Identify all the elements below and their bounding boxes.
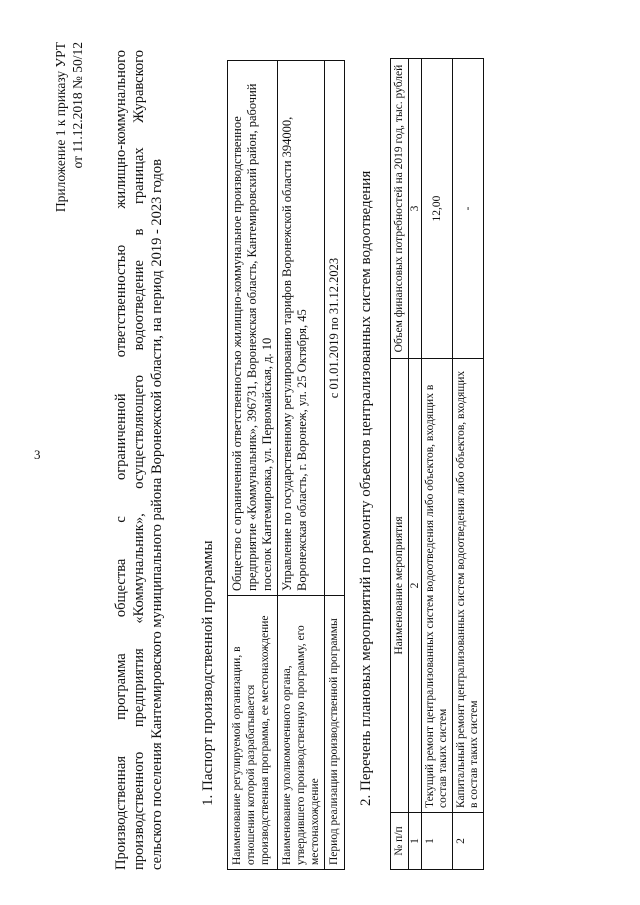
row-value: 12,00 (422, 59, 453, 359)
column-number: 3 (409, 59, 422, 359)
column-number: 1 (409, 813, 422, 870)
header-number: № п/п (391, 813, 409, 870)
rotated-page-content (50, 30, 640, 870)
passport-label: Наименование регулируемой организации, в отношении которой разрабатывается производственная программа, ее местонахождение (228, 596, 278, 870)
row-number: 2 (453, 813, 484, 870)
passport-value: Общество с ограниченной ответственностью жилищно-коммунальное производственное предприятие «Коммунальник», 396731, Воронежская область, Кантемировский район, рабочий поселок Кантемировка, ул. Первомайская, д. 10 (228, 61, 278, 596)
header-name: Наименование мероприятия (391, 359, 409, 813)
table-header-row (391, 59, 409, 870)
table-row (453, 59, 484, 870)
column-number: 2 (409, 359, 422, 813)
row-number: 1 (422, 813, 453, 870)
passport-value: Управление по государственному регулированию тарифов Воронежской области 394000, Воронежская область, г. Воронеж, ул. 25 Октября, 45 (278, 61, 325, 596)
header-volume: Объем финансовых потребностей на 2019 год, тыс. рублей (391, 59, 409, 359)
title-line-3: сельского поселения Кантемировского муниципального района Воронежской области, на период 2019 - 2023 годов (149, 159, 165, 870)
row-value: - (453, 59, 484, 359)
passport-label: Наименование уполномоченного органа, утвердившего производственную программу, его местонахождение (278, 596, 325, 870)
table-row (278, 61, 325, 870)
section-1-title: 1. Паспорт производственной программы (200, 540, 216, 806)
page-number: 3 (34, 447, 41, 462)
title-line-1: Производственная программа общества с ограниченной ответственностью жилищно-коммунального (113, 50, 129, 870)
row-name: Капитальный ремонт централизованных систем водоотведения либо объектов, входящих в состав таких систем (453, 359, 484, 813)
table-row (325, 61, 345, 870)
appendix-line-2: от 11.12.2018 № 50/12 (70, 42, 85, 169)
section-2-title: 2. Перечень плановых мероприятий по ремонту объектов централизованных систем водоотведения (358, 170, 374, 806)
table-row (422, 59, 453, 870)
table-row (228, 61, 278, 870)
plan-table (390, 58, 484, 870)
appendix-note (52, 42, 86, 212)
row-name: Текущий ремонт централизованных систем водоотведения либо объектов, входящих в состав таких систем (422, 359, 453, 813)
passport-table (227, 60, 345, 870)
passport-label: Период реализации производственной программы (325, 596, 345, 870)
title-line-2: производственного предприятия «Коммунальник», осуществляющего водоотведение в границах Журавского (131, 50, 147, 870)
appendix-line-1: Приложение 1 к приказу УРТ (53, 42, 68, 213)
document-title (112, 50, 166, 870)
header-numbering-row (409, 59, 422, 870)
passport-value: с 01.01.2019 по 31.12.2023 (325, 61, 345, 596)
